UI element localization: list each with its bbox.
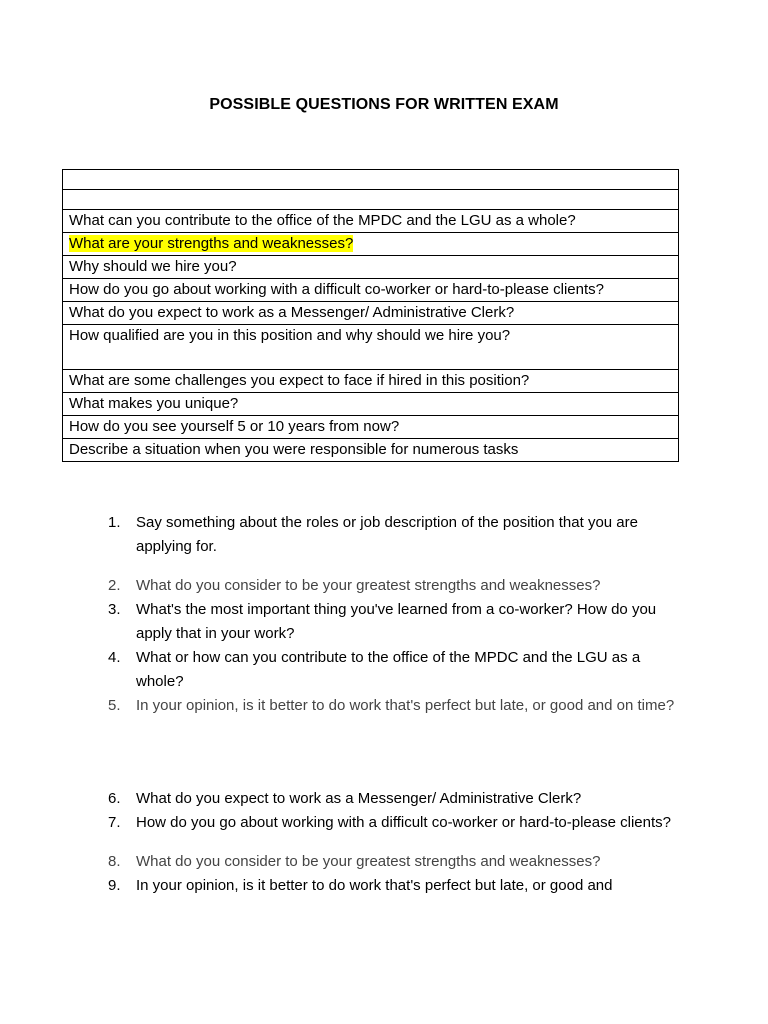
list-item-text: What or how can you contribute to the office of the MPDC and the LGU as a whole? — [136, 649, 641, 690]
list-item-text: Say something about the roles or job description of the position that you are applying for. — [136, 514, 638, 555]
list-item-text: What do you consider to be your greatest strengths and weaknesses? — [136, 853, 601, 870]
list-item-text: In your opinion, is it better to do work that's perfect but late, or good and on time? — [136, 697, 675, 714]
table-row — [63, 279, 679, 302]
table-row — [63, 439, 679, 462]
list-item-number: 8. — [108, 853, 121, 870]
list-item — [108, 574, 688, 598]
table-cell: Why should we hire you? — [63, 256, 679, 279]
list-item — [108, 787, 688, 811]
list-item — [108, 850, 688, 874]
table-row — [63, 393, 679, 416]
table-cell: What do you expect to work as a Messenger/ Administrative Clerk? — [63, 302, 679, 325]
question-list-second — [108, 787, 688, 898]
table-cell: What makes you unique? — [63, 393, 679, 416]
list-item — [108, 598, 688, 646]
list-item-number: 9. — [108, 877, 121, 894]
list-item-number: 4. — [108, 649, 121, 666]
list-item-number: 6. — [108, 790, 121, 807]
table-row — [63, 416, 679, 439]
list-item — [108, 646, 688, 694]
question-list-first — [108, 511, 688, 718]
list-item-text: How do you go about working with a difficult co-worker or hard-to-please clients? — [136, 814, 671, 831]
list-item-number: 1. — [108, 514, 121, 531]
list-item — [108, 874, 688, 898]
table-row — [63, 256, 679, 279]
table-row — [63, 370, 679, 393]
list-item — [108, 811, 688, 835]
list-item-text: What's the most important thing you've learned from a co-worker? How do you apply that in your work? — [136, 601, 657, 642]
table-row — [63, 210, 679, 233]
table-row — [63, 302, 679, 325]
table-cell: What are some challenges you expect to face if hired in this position? — [63, 370, 679, 393]
list-item-number: 2. — [108, 577, 121, 594]
list-item — [108, 511, 688, 559]
table-cell: Describe a situation when you were responsible for numerous tasks — [63, 439, 679, 462]
list-item-text: What do you consider to be your greatest strengths and weaknesses? — [136, 577, 601, 594]
document-title: POSSIBLE QUESTIONS FOR WRITTEN EXAM — [209, 96, 559, 113]
table-row — [63, 233, 679, 256]
table-cell: How qualified are you in this position and why should we hire you? — [63, 325, 679, 370]
list-item-number: 5. — [108, 697, 121, 714]
list-item-number: 7. — [108, 814, 121, 831]
table-cell — [63, 233, 679, 256]
list-item-text: What do you expect to work as a Messenger/ Administrative Clerk? — [136, 790, 582, 807]
table-cell: What can you contribute to the office of the MPDC and the LGU as a whole? — [63, 210, 679, 233]
table-row — [63, 190, 679, 210]
table-cell: How do you go about working with a difficult co-worker or hard-to-please clients? — [63, 279, 679, 302]
list-item-text: In your opinion, is it better to do work that's perfect but late, or good and — [136, 877, 613, 894]
table-cell — [63, 190, 679, 210]
table-cell: How do you see yourself 5 or 10 years from now? — [63, 416, 679, 439]
list-item-number: 3. — [108, 601, 121, 618]
highlighted-text: What are your strengths and weaknesses? — [69, 235, 354, 252]
questions-table — [62, 169, 679, 462]
table-row — [63, 170, 679, 190]
table-cell — [63, 170, 679, 190]
table-row — [63, 325, 679, 370]
list-item — [108, 694, 688, 718]
